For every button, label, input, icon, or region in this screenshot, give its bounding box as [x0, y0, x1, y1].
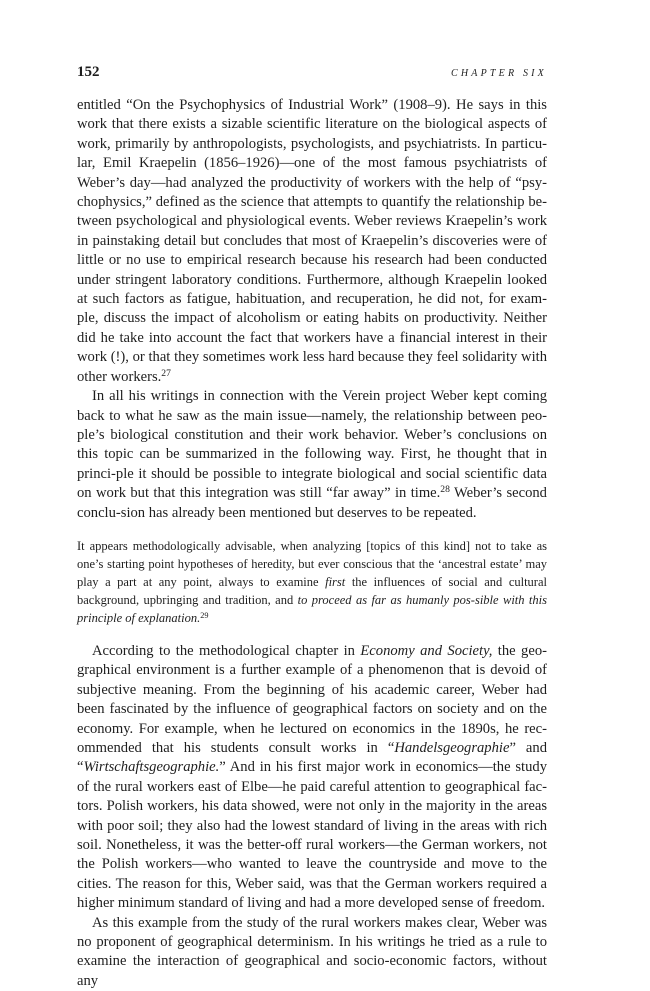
paragraph-4-text: As this example from the study of the rural workers makes clear, Weber was no proponent of geographical determinism. In his writings he tried as a rule to examine the interaction of geographical and socio-economic factors, without any — [77, 914, 547, 989]
paragraph-1 — [77, 96, 547, 387]
paragraph-2-text-cont: Weber’s second conclu-sion has already been mentioned but deserves to be repeated. — [77, 485, 547, 521]
block-quote-text — [77, 537, 547, 627]
quote-emphasis-first: first — [325, 574, 346, 589]
term-wirtschaftsgeographie: Wirtschaftsgeographie. — [83, 759, 220, 776]
paragraph-3-text-3: ” and “ — [77, 739, 547, 776]
title-economy-and-society: Economy and Society, — [360, 642, 493, 659]
paragraph-2-text: In all his writings in connection with the Verein project Weber kept coming back to what he saw as the main issue—namely, the relationship between peo-ple’s biological constitution and their work behavior. Weber’s conclusions on this topic can be summarized in the following way. First, he thought that in princi-ple it should be possible to integrate biological and social scientific data on work but that this integration was still “far away” in time. — [77, 388, 547, 502]
term-handelsgeographie: Handelsgeographie — [394, 739, 510, 756]
page-number: 152 — [77, 64, 100, 80]
paragraph-3 — [77, 642, 547, 914]
footnote-ref-29: 29 — [200, 610, 209, 620]
quote-text-2: the influences of social and cultural background, upbringing and tradition, and — [77, 574, 547, 607]
quote-emphasis-principle: to proceed as far as humanly pos-sible with this principle of explanation. — [77, 592, 547, 625]
body-text — [77, 96, 547, 991]
paragraph-4 — [77, 914, 547, 991]
running-head — [77, 64, 547, 86]
chapter-label: CHAPTER SIX — [450, 68, 547, 79]
block-quote — [77, 537, 547, 627]
paragraph-3-text-2: the geo-graphical environment is a further example of a phenomenon that is devoid of subjective meaning. From the beginning of his academic career, Weber had been fascinated by the influence of geographical factors on society and on the economy. For example, when he lectured on economics in the 1890s, he rec-ommended that his students consult works in “ — [77, 642, 547, 756]
book-page — [77, 64, 547, 991]
paragraph-3-text-1: According to the methodological chapter in — [92, 642, 361, 659]
footnote-ref-28: 28 — [440, 484, 450, 496]
quote-text-1: It appears methodologically advisable, when analyzing [topics of this kind] not to take as one’s starting point hypotheses of heredity, but ever conscious that the ‘ancestral estate’ may play a part at any point, always to examine — [77, 538, 547, 589]
paragraph-1-text: entitled “On the Psychophysics of Industrial Work” (1908–9). He says in this work that there exists a sizable scientific literature on the biological aspects of work, primarily by anthropologists, psychologists, and psychiatrists. In particu-lar, Emil Kraepelin (1856–1926)—one of the most famous psychiatrists of Weber’s day—had analyzed the productivity of workers with the help of “psy-chophysics,” defined as the science that attempts to quantify the relationship be-tween psychological and physiological events. Weber reviews Kraepelin’s work in painstaking detail but concludes that most of Kraepelin’s discoveries were of little or no use to empirical research because his research had been conducted under stringent laboratory conditions. Furthermore, although Kraepelin looked at such factors as fatigue, habituation, and recuperation, he did not, for exam-ple, discuss the impact of alcoholism or eating habits on productivity. Neither did he take into account the fact that workers have a financial interest in their work (!), or that they sometimes work less hard because they feel solidarity with other workers. — [77, 97, 547, 385]
paragraph-2 — [77, 387, 547, 523]
footnote-ref-27: 27 — [161, 367, 171, 379]
paragraph-3-text-4: ” And in his first major work in economics—the study of the rural workers east of Elbe—he paid careful attention to geographical fac-tors. Polish workers, his data showed, were not only in the majority in the areas with poor soil; they also had the lowest standard of living in the areas with rich soil. Nonetheless, it was the better-off rural workers—the German workers, not the Polish workers—who wanted to leave the countryside and move to the cities. The reason for this, Weber said, was that the German workers required a higher minimum standard of living and had a more developed sense of freedom. — [77, 759, 547, 912]
